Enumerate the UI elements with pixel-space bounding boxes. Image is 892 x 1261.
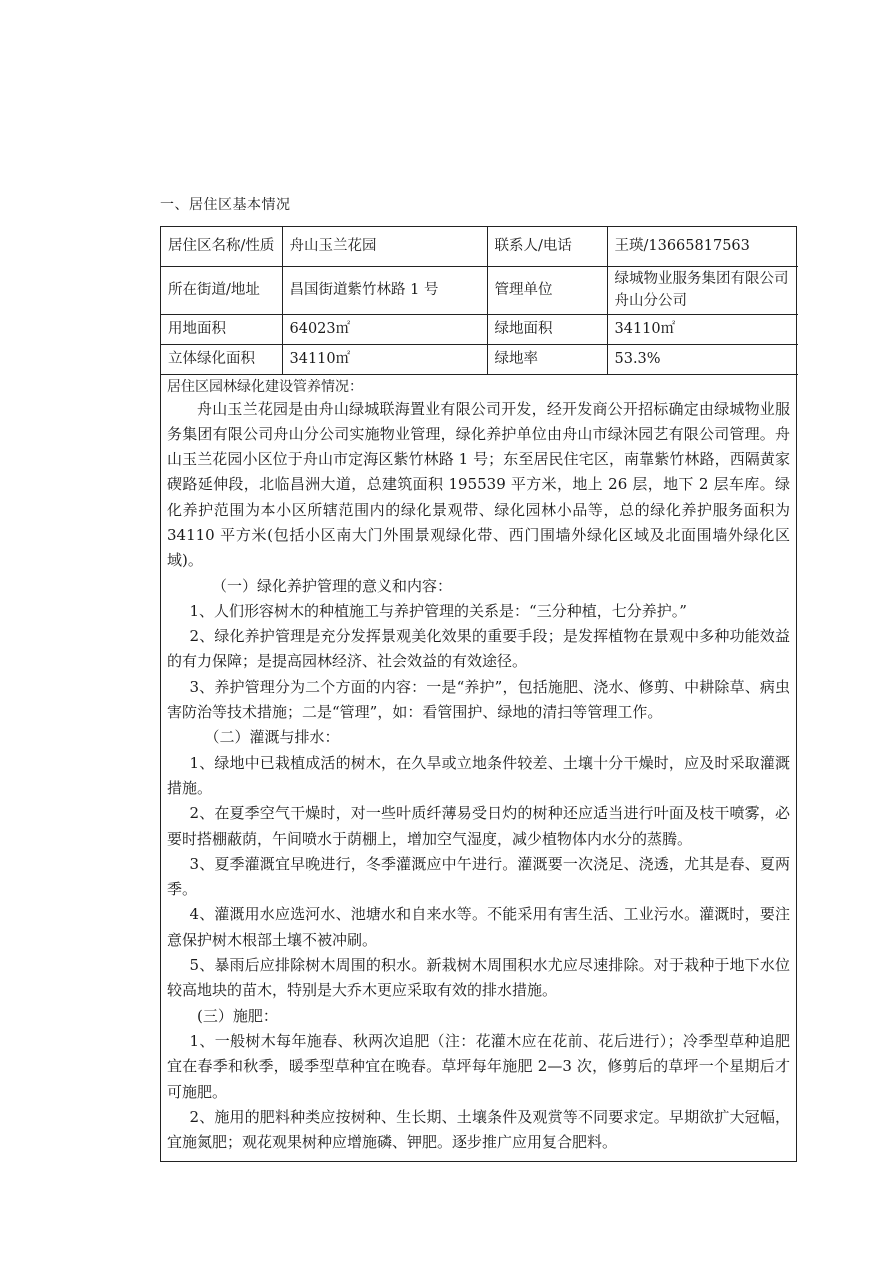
address-label: 所在街道/地址 xyxy=(161,266,282,314)
paragraph: 2、绿化养护管理是充分发挥景观美化效果的重要手段；是发挥植物在景观中多种功能效益的有力保障；是提高园林经济、社会效益的有效途径。 xyxy=(167,627,790,671)
subheading: （一）绿化养护管理的意义和内容： xyxy=(212,576,453,595)
paragraph: 1、绿地中已栽植成活的树木，在久旱或立地条件较差、土壤十分干燥时，应及时采取灌溉措施。 xyxy=(167,753,790,797)
rate-value: 53.3% xyxy=(607,344,798,374)
land-value: 64023㎡ xyxy=(282,314,487,344)
vertical-value: 34110㎡ xyxy=(282,344,487,374)
land-label: 用地面积 xyxy=(161,314,282,344)
subheading: (三）施肥： xyxy=(197,1006,278,1025)
rate-label: 绿地率 xyxy=(487,344,607,374)
address-value: 昌国街道紫竹林路 1 号 xyxy=(282,266,487,314)
paragraph: 1、人们形容树木的种植施工与养护管理的关系是：“三分种植，七分养护。” xyxy=(189,601,687,620)
green-value: 34110㎡ xyxy=(607,314,798,344)
table-row xyxy=(161,227,798,266)
contact-value: 王瑛/13665817563 xyxy=(607,227,798,266)
name-value: 舟山玉兰花园 xyxy=(282,227,487,266)
paragraph: 3、夏季灌溉宜早晚进行，冬季灌溉应中午进行。灌溉要一次浇足、浇透，尤其是春、夏两季。 xyxy=(167,854,790,899)
subheading: （二）灌溉与排水： xyxy=(204,728,340,747)
green-label: 绿地面积 xyxy=(487,314,607,344)
contact-label: 联系人/电话 xyxy=(487,227,607,266)
table-row xyxy=(161,266,798,314)
paragraph: 5、暴雨后应排除树木周围的积水。新栽树木周围积水尤应尽速排除。对于栽种于地下水位较高地块的苗木，特别是大乔木更应采取有效的排水措施。 xyxy=(167,956,790,1000)
mgmt-label: 管理单位 xyxy=(487,266,607,314)
paragraph: 1、一般树木每年施春、秋两次追肥（注：花灌木应在花前、花后进行）；冷季型草种追肥宜在春季和秋季，暖季型草种宜在晚春。草坪每年施肥 2—3 次，修剪后的草坪一个星期后才可施肥。 xyxy=(167,1031,790,1101)
paragraph: 4、灌溉用水应选河水、池塘水和自来水等。不能采用有害生活、工业污水。灌溉时，要注意保护树木根部土壤不被冲刷。 xyxy=(167,905,790,949)
table-row xyxy=(161,344,798,374)
mgmt-value: 绿城物业服务集团有限公司舟山分公司 xyxy=(607,266,798,314)
paragraph: 2、施用的肥料种类应按树种、生长期、土壤条件及观赏等不同要求定。早期欲扩大冠幅，宜施氮肥；观花观果树种应增施磷、钾肥。逐步推广应用复合肥料。 xyxy=(167,1107,790,1152)
paragraph: 3、养护管理分为二个方面的内容：一是“养护”，包括施肥、浇水、修剪、中耕除草、病虫害防治等技术措施；二是“管理”，如：看管围护、绿地的清扫等管理工作。 xyxy=(167,677,790,722)
vertical-label: 立体绿化面积 xyxy=(161,344,282,374)
paragraph: 2、在夏季空气干燥时，对一些叶质纤薄易受日灼的树种还应适当进行叶面及枝干喷雾，必要时搭棚蔽荫，午间喷水于荫棚上，增加空气湿度，减少植物体内水分的蒸腾。 xyxy=(167,804,790,848)
description-cell xyxy=(161,375,796,1162)
paragraph: 舟山玉兰花园是由舟山绿城联海置业有限公司开发，经开发商公开招标确定由绿城物业服务集团有限公司舟山分公司实施物业管理，绿化养护单位由舟山市绿沐园艺有限公司管理。舟山玉兰花园小区位于舟山市定海区紫竹林路 1 号；东至居民住宅区，南靠紫竹林路，西隔黄家碶路延伸段，北临昌洲大道，总建筑面积 195539 平方米，地上 26 层，地下 2 层车库。绿化养护范围为本小区所辖范围内的绿化景观带、绿化园林小品等，总的绿化养护服务面积为 34110 平方米(包括小区南大门外围景观绿化带、西门围墙外绿化区域及北面围墙外绿化区域)。 xyxy=(167,399,790,570)
description-lead: 居住区园林绿化建设管养情况： xyxy=(167,378,363,395)
info-document xyxy=(160,226,797,1162)
info-table xyxy=(161,227,798,375)
table-row xyxy=(161,314,798,344)
section-title: 一、居住区基本情况 xyxy=(160,197,291,213)
name-label: 居住区名称/性质 xyxy=(161,227,282,266)
